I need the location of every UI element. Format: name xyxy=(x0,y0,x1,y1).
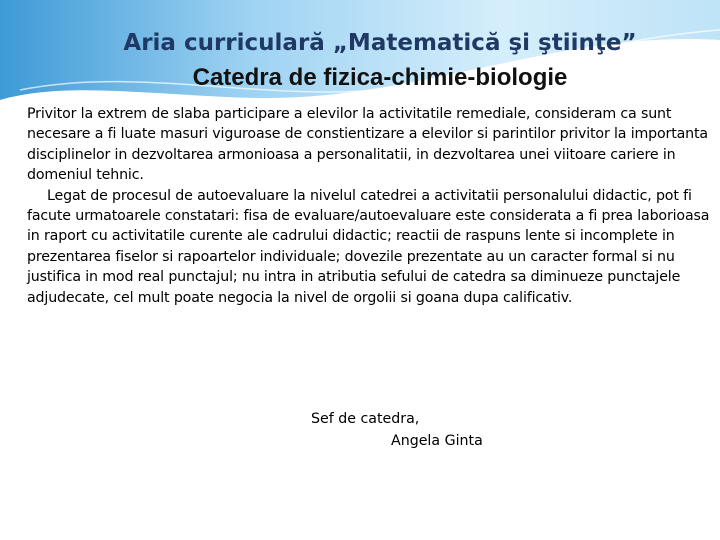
signature-role: Sef de catedra, xyxy=(311,411,420,427)
signature-block xyxy=(311,408,483,452)
department-title: Catedra de fizica-chimie-biologie xyxy=(192,64,568,91)
paragraph-remedial-activities: Privitor la extrem de slaba participare a elevilor la activitatile remediale, consideram ca sunt necesare a fi luate masuri viguroase de constientizare a elevilor si parintilor privitor la importanta disciplinelor in dezvoltarea armonioasa a personalitatii, in dezvoltarea unei viitoare cariere in domeniul tehnic. xyxy=(27,106,708,184)
header-banner xyxy=(0,0,720,112)
curricular-area-title: Aria curriculară „Matematică şi ştiinţe” xyxy=(123,30,637,56)
signature-name: Angela Ginta xyxy=(391,433,483,449)
body-text xyxy=(27,104,713,308)
paragraph-self-evaluation: Legat de procesul de autoevaluare la nivelul catedrei a activitatii personalului didactic, pot fi facute urmatoarele constatari: fisa de evaluare/autoevaluare este considerata a fi prea laborioasa in raport cu activitatile curente ale cadrului didactic; reactii de raspuns lente si incomplete in prezentarea fiselor si rapoartelor individuale; dovezile prezentate au un caracter formal si nu justifica in mod real punctajul; nu intra in atributia sefului de catedra sa diminueze punctajele adjudecate, cel mult poate negocia la nivel de orgolii si goana dupa calificativ. xyxy=(27,187,710,306)
